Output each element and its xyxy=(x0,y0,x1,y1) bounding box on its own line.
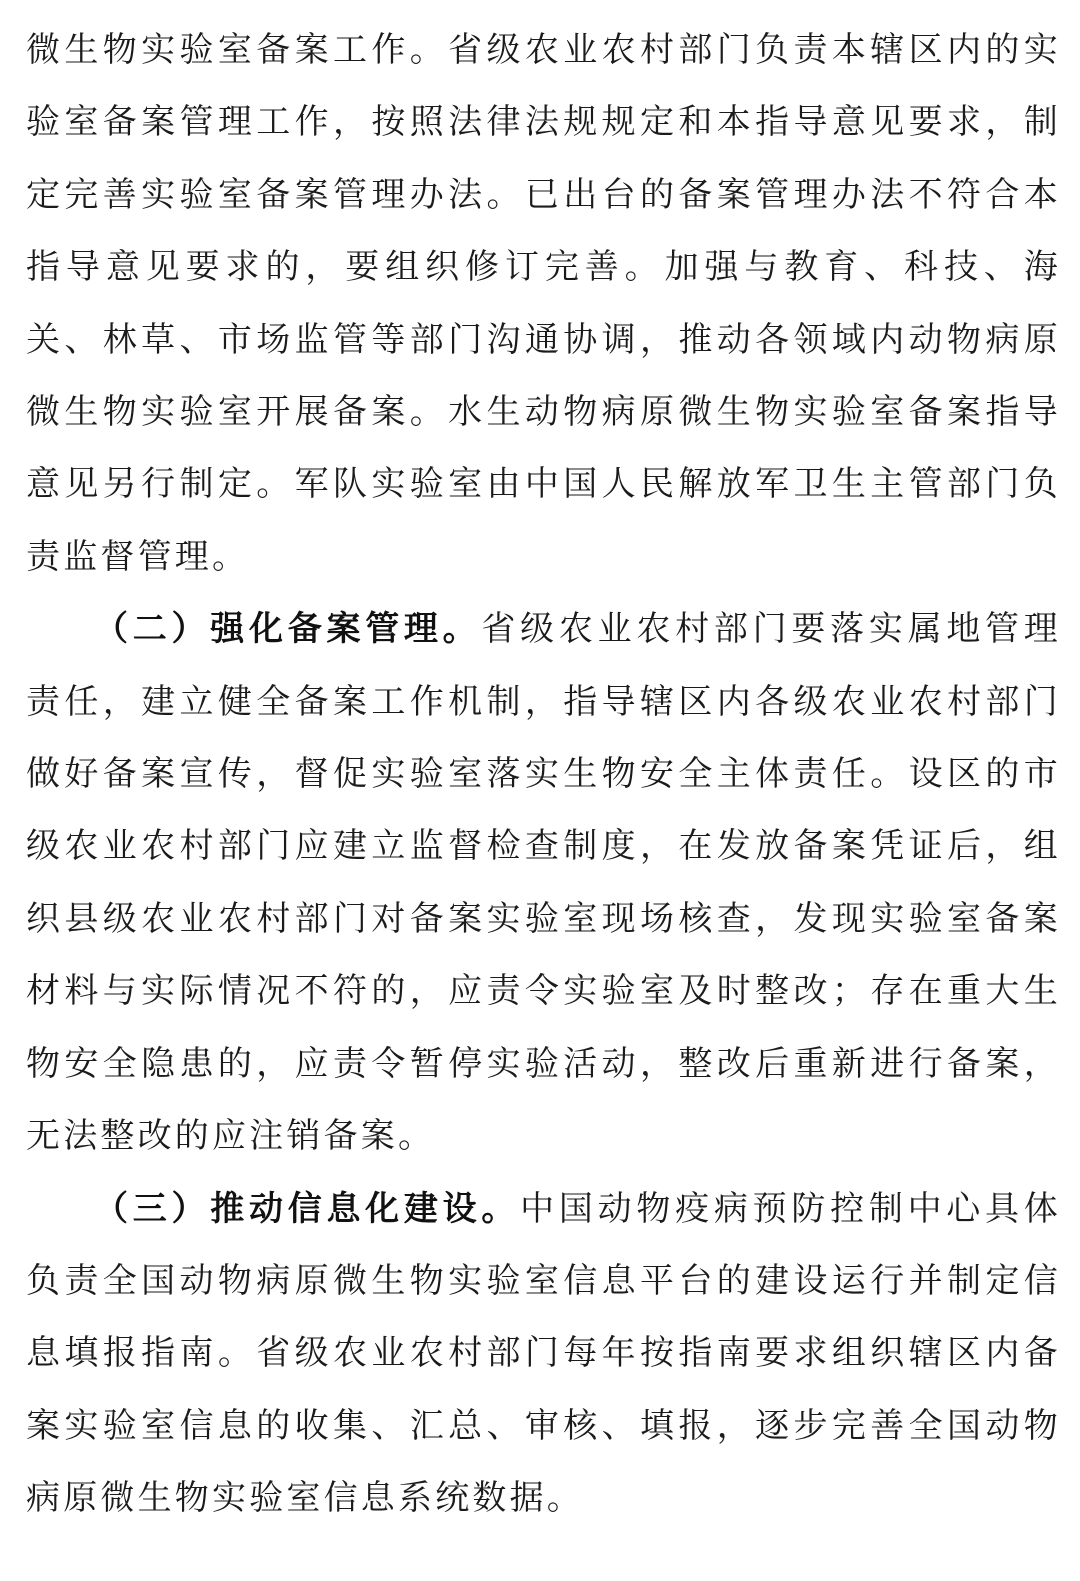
paragraph-strengthen-filing xyxy=(26,593,1061,1172)
section-heading-3: （三）推动信息化建设。 xyxy=(94,1188,521,1229)
document-body xyxy=(26,14,1061,1535)
paragraph-text: 微生物实验室备案工作。省级农业农村部门负责本辖区内的实验室备案管理工作，按照法律法规规定和本指导意见要求，制定完善实验室备案管理办法。已出台的备案管理办法不符合本指导意见要求的，要组织修订完善。加强与教育、科技、海关、林草、市场监管等部门沟通协调，推动各领域内动物病原微生物实验室开展备案。水生动物病原微生物实验室备案指导意见另行制定。军队实验室由中国人民解放军卫生主管部门负责监督管理。 xyxy=(26,30,1061,577)
section-heading-2: （二）强化备案管理。 xyxy=(94,609,482,650)
paragraph-text: 中国动物疫病预防控制中心具体负责全国动物病原微生物实验室信息平台的建设运行并制定信息填报指南。省级农业农村部门每年按指南要求组织辖区内备案实验室信息的收集、汇总、审核、填报，逐步完善全国动物病原微生物实验室信息系统数据。 xyxy=(26,1188,1061,1519)
paragraph-informatization xyxy=(26,1173,1061,1535)
paragraph-continuation xyxy=(26,14,1061,593)
paragraph-text: 省级农业农村部门要落实属地管理责任，建立健全备案工作机制，指导辖区内各级农业农村部门做好备案宣传，督促实验室落实生物安全主体责任。设区的市级农业农村部门应建立监督检查制度，在发放备案凭证后，组织县级农业农村部门对备案实验室现场核查，发现实验室备案材料与实际情况不符的，应责令实验室及时整改；存在重大生物安全隐患的，应责令暂停实验活动，整改后重新进行备案，无法整改的应注销备案。 xyxy=(26,609,1062,1157)
